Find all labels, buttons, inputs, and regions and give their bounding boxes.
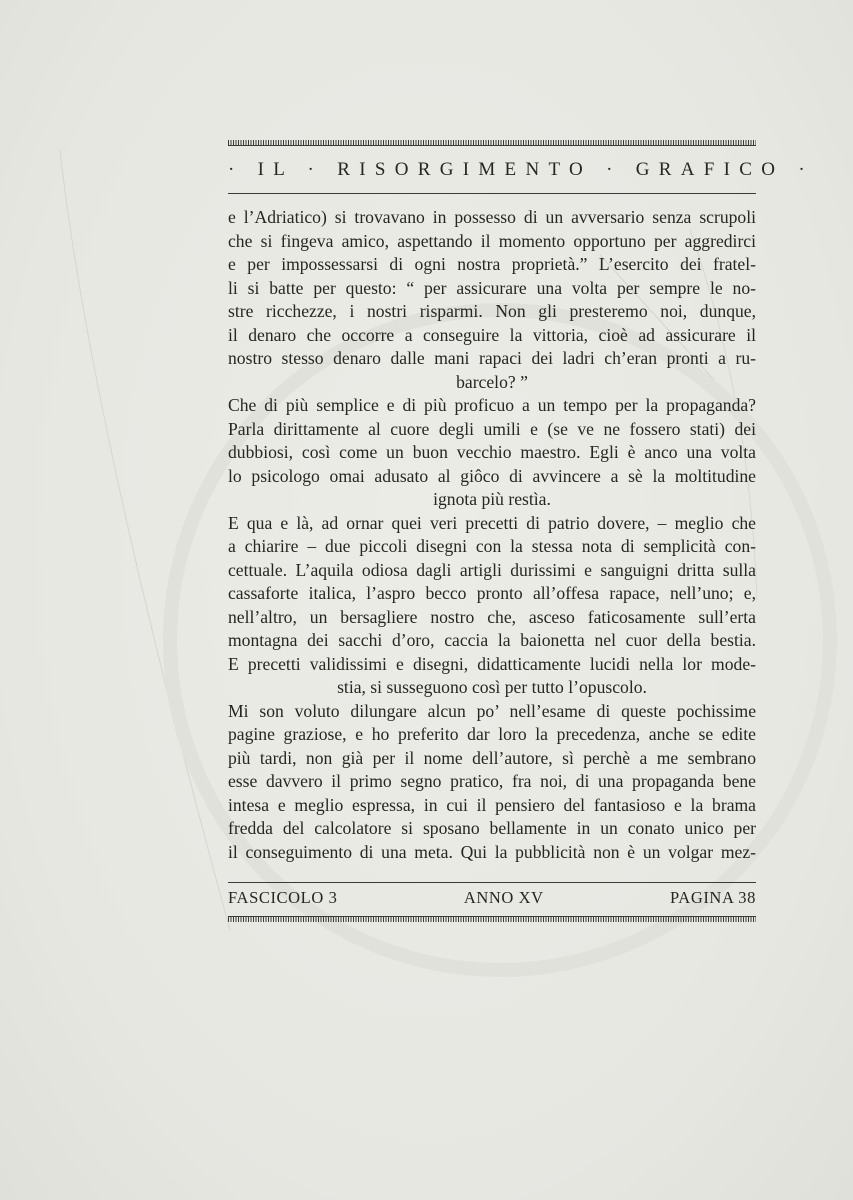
text-line: lo psicologo omai adusato al giôco di avvincere a sè la moltitudine [228,465,756,486]
header-rule [228,193,756,194]
footer-anno: ANNO XV [463,888,544,907]
header-ornamental-rule [228,140,756,146]
text-line: li si batte per questo: “ per assicurare una volta per sempre le no- [228,277,756,298]
footer-fascicolo: FASCICOLO 3 [228,888,338,907]
text-line: stre ricchezze, i nostri risparmi. Non gli presteremo noi, dunque, [228,301,756,321]
text-line: Parla dirittamente al cuore degli umili e (se ve ne fossero stati) dei [228,418,756,439]
text-line: E precetti validissimi e disegni, didatticamente lucidi nella lor mode- [228,653,756,674]
text-line: nell’altro, un bersagliere nostro che, asceso faticosamente sull’erta [228,606,756,627]
text-line: cettuale. L’aquila odiosa dagli artigli durissimi e sanguigni dritta sulla [228,559,756,580]
masthead: · IL · RISORGIMENTO · GRAFICO · [228,159,814,180]
article-body [228,206,756,864]
text-line: intesa e meglio espressa, in cui il pensiero del fantasioso e la brama [228,794,756,815]
footer-pagina: PAGINA 38 [670,888,756,907]
text-line: il conseguimento di una meta. Qui la pubblicità non è un volgar mez- [228,841,756,862]
paragraph-closing-line: barcelo? ” [456,371,528,392]
text-line: pagine graziose, e ho preferito dar loro la precedenza, anche se edite [228,724,756,744]
text-line: fredda del calcolatore si sposano bellamente in un conato unico per [228,818,756,838]
text-line: che si fingeva amico, aspettando il momento opportuno per aggredirci [228,230,756,251]
text-line: esse davvero il primo segno pratico, fra noi, di una propaganda bene [228,771,756,791]
footer-ornamental-rule [228,916,756,922]
page-footer [228,888,756,908]
text-line: nostro stesso denaro dalle mani rapaci dei ladri ch’eran pronti a ru- [228,348,756,368]
text-line: a chiarire – due piccoli disegni con la stessa nota di semplicità con- [228,536,756,556]
paragraph-closing-line: stia, si susseguono così per tutto l’opuscolo. [337,677,647,697]
text-line: Mi son voluto dilungare alcun po’ nell’esame di queste pochissime [228,700,756,721]
paragraph-closing-line: ignota più restìa. [433,489,551,509]
text-line: il denaro che occorre a conseguire la vittoria, cioè ad assicurare il [228,324,756,345]
text-line: Che di più semplice e di più proficuo a un tempo per la propaganda? [228,395,756,415]
text-line: E qua e là, ad ornar quei veri precetti di patrio dovere, – meglio che [228,512,756,533]
text-line: dubbiosi, così come un buon vecchio maestro. Egli è anco una volta [228,442,756,462]
page-content [228,140,814,922]
text-line: e l’Adriatico) si trovavano in possesso di un avversario senza scrupoli [228,207,756,227]
text-line: e per impossessarsi di ogni nostra proprietà.” L’esercito dei fratel- [228,254,756,274]
text-line: più tardi, non già per il nome dell’autore, sì perchè a me sembrano [228,747,756,768]
text-line: cassaforte italica, l’aspro becco pronto all’offesa rapace, nell’uno; e, [228,583,756,603]
footer-rule [228,882,756,883]
text-line: montagna dei sacchi d’oro, caccia la baionetta nel cuor della bestia. [228,630,756,650]
